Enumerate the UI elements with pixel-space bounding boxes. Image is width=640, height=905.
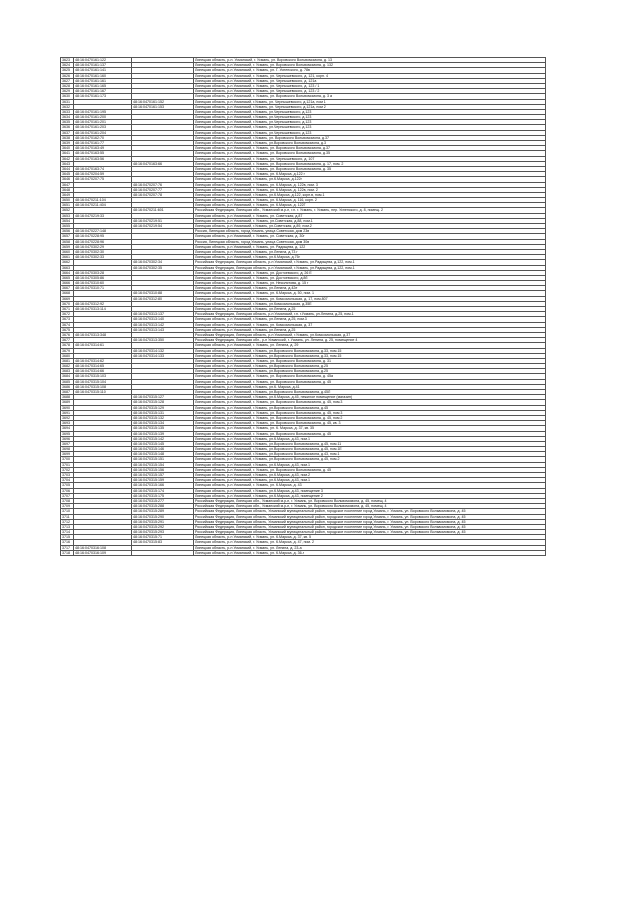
address-cell: Липецкая область, р-н. Усманский, г. Усмань, ул. Воровского Вольвомомона, д. 13 bbox=[194, 58, 546, 63]
premises-cadastral-number-cell: 48:16:0470313:140 bbox=[132, 317, 194, 322]
address-cell: Липецкая область, р-н Усманский, г.Усмань, ул.Воровского Вольвомомона, д.33, пом.15 bbox=[194, 353, 546, 358]
row-number-cell: 3675 bbox=[61, 327, 74, 332]
cadastral-number-cell: 48:16:0470163:49 bbox=[74, 146, 132, 151]
premises-cadastral-number-cell: 48:16:0470315:151 bbox=[132, 457, 194, 462]
cadastral-number-cell: 48:16:0470211:404 bbox=[74, 203, 132, 208]
cadastral-number-cell: 48:16:0470161:167 bbox=[74, 89, 132, 94]
row-number-cell: 3641 bbox=[61, 151, 74, 156]
row-number-cell: 3716 bbox=[61, 540, 74, 545]
address-cell: Липецкая область, р-н Усманский, г. Усмань, ул. К.Маркса, д. 122в, пом. 3 bbox=[194, 182, 546, 187]
cadastral-number-cell: 48:16:0470161:195 bbox=[74, 109, 132, 114]
row-number-cell: 3712 bbox=[61, 519, 74, 524]
address-cell: Российская Федерация, Липецкая область, Усманский муниципальный район, городское поселение город Усмань, г. Усмань, ул. Воровского Вольвомомона, д. 45 bbox=[194, 514, 546, 519]
cadastral-number-cell: 48:16:0470310:71 bbox=[74, 286, 132, 291]
address-cell: Липецкая область, р-н Усманский, г. Усмань, ул. Достоевского, д. 26 Е bbox=[194, 270, 546, 275]
cadastral-number-cell: 48:16:0470161:201 bbox=[74, 120, 132, 125]
cadastral-number-cell: 48:16:0470204:59 bbox=[74, 172, 132, 177]
cadastral-number-cell: 48:16:0470161:77 bbox=[74, 141, 132, 146]
address-cell: Липецкая область, р-н Усманский, г.Усмань, ул.Чернышевского, д.123 bbox=[194, 130, 546, 135]
address-cell: Липецкая область, р-н Усманский, г. Усмань, ул. Воровского Вольвомомона, д. 45, пом.3 bbox=[194, 400, 546, 405]
premises-cadastral-number-cell: 48:16:0470315:175 bbox=[132, 493, 194, 498]
address-cell: Российская Федерация, Липецкая область, Усманский муниципальный район, городское поселение город Усмань, г. Усмань, ул. Воровского Вольвомомона, д. 45 bbox=[194, 530, 546, 535]
row-number-cell: 3692 bbox=[61, 415, 74, 420]
premises-cadastral-number-cell: 48:16:0470310:88 bbox=[132, 291, 194, 296]
cadastral-number-cell: 48:16:0470161:203 bbox=[74, 125, 132, 130]
address-cell: Липецкая область, р-н Усманский, г. Усмань, ул. К.Маркса, д. 122Г bbox=[194, 203, 546, 208]
premises-cadastral-number-cell: 48:16:0470315:154 bbox=[132, 462, 194, 467]
address-cell: Липецкая область, р-н Усманский, г. Усмань, ул. К.Маркса, д. 36-г bbox=[194, 550, 546, 555]
row-number-cell: 3691 bbox=[61, 410, 74, 415]
premises-cadastral-number-cell: 48:16:0470315:159 bbox=[132, 478, 194, 483]
address-cell: Липецкая область, р-н Усманский, г.Усмань, ул.Советская, д.89, пом.2 bbox=[194, 224, 546, 229]
address-cell: Липецкая область, р-н Усманский, г. Усмань, ул. Ленина, д. 29 bbox=[194, 343, 546, 348]
cadastral-table-body bbox=[61, 58, 546, 556]
premises-cadastral-number-cell: 48:16:0470211:601 bbox=[132, 208, 194, 213]
row-number-cell: 3679 bbox=[61, 348, 74, 353]
cadastral-number-cell: 48:16:0470313:114 bbox=[74, 307, 132, 312]
cadastral-number-cell: 48:16:0470314:61 bbox=[74, 343, 132, 348]
address-cell: Липецкая область, р-н Усманский, г.Усмань, ул.Воровского Вольвомомона, д.33, пом.15 bbox=[194, 348, 546, 353]
premises-cadastral-number-cell: 48:16:0470315:129 bbox=[132, 405, 194, 410]
address-cell: Липецкая область, р-н Усманский, г. Усмань, ул. Воровского Вольвомомона, д. 45, пом 3 bbox=[194, 410, 546, 415]
row-number-cell: 3694 bbox=[61, 426, 74, 431]
premises-cadastral-number-cell: 48:16:0470315:142 bbox=[132, 436, 194, 441]
row-number-cell: 3650 bbox=[61, 198, 74, 203]
row-number-cell: 3631 bbox=[61, 99, 74, 104]
address-cell: Липецкая область, р-н Усманский, г. Усмань, ул. Комсомольская, д. 37 bbox=[194, 322, 546, 327]
row-number-cell: 3670 bbox=[61, 301, 74, 306]
row-number-cell: 3635 bbox=[61, 120, 74, 125]
row-number-cell: 3717 bbox=[61, 545, 74, 550]
row-number-cell: 3663 bbox=[61, 265, 74, 270]
row-number-cell: 3634 bbox=[61, 115, 74, 120]
address-cell: Липецкая область, р-н Усманский, г. Усмань, ул. Воровского Вольвомомона, д. 31 bbox=[194, 358, 546, 363]
row-number-cell: 3698 bbox=[61, 447, 74, 452]
premises-cadastral-number-cell: 48:16:0470315:277 bbox=[132, 498, 194, 503]
address-cell: Липецкая область, р-н Усманский, г.Усмань, ул.Воровского Вольвомомона, д.3 bbox=[194, 141, 546, 146]
row-number-cell: 3648 bbox=[61, 187, 74, 192]
row-number-cell: 3656 bbox=[61, 229, 74, 234]
premises-cadastral-number-cell: 48:16:0470313:142 bbox=[132, 322, 194, 327]
cadastral-number-cell: 48:16:0470314:62 bbox=[74, 358, 132, 363]
premises-cadastral-number-cell: 48:16:0470315:139 bbox=[132, 431, 194, 436]
address-cell: Липецкая область, р-н Усманский, г. Усмань, ул. Воровского Вольвомомона, д. 45 bbox=[194, 467, 546, 472]
premises-cadastral-number-cell: 48:16:0470313:137 bbox=[132, 312, 194, 317]
address-cell: Российская Федерация, Липецкая область, р-н Усманский, г.Усмань, ул.Радищева, д.122, пом.1 bbox=[194, 265, 546, 270]
table-row bbox=[61, 550, 546, 555]
address-cell: Липецкая область, р-н Усманский, г. Усмань, ул. Достоевского, д.8б bbox=[194, 275, 546, 280]
address-cell: Липецкая область, р-н Усманский, г. Усмань, ул.Советская, д.88, пом.1 bbox=[194, 218, 546, 223]
row-number-cell: 3639 bbox=[61, 141, 74, 146]
cadastral-number-cell: 48:16:0470162:70 bbox=[74, 135, 132, 140]
address-cell: Липецкая область, р-н Усманский, г.Усмань, ул.Воровского Вольвомомона, д.43, пом.1 bbox=[194, 452, 546, 457]
address-cell: Липецкая область, р-н Усманский, г.Усмань, ул. Чернышевского, д.121а, пом 1 bbox=[194, 99, 546, 104]
address-cell: Липецкая область, р-н Усманский, г.Усмань, ул.К.Маркса, д.45, нежилое помещение (магазин) bbox=[194, 395, 546, 400]
premises-cadastral-number-cell: 48:16:0470315:131 bbox=[132, 410, 194, 415]
address-cell: Липецкая область, р-н Усманский, г. Усмань, ул. Воровского Вольвомомона, д. 3 а bbox=[194, 94, 546, 99]
cadastral-number-cell: 48:16:0470305:86 bbox=[74, 275, 132, 280]
cadastral-number-cell: 48:16:0470310:60 bbox=[74, 281, 132, 286]
address-cell: Россия, Липецкая область, город Усмань, улица Советская, дом 30в bbox=[194, 239, 546, 244]
premises-cadastral-number-cell: 48:16:0470315:292 bbox=[132, 524, 194, 529]
row-number-cell: 3626 bbox=[61, 73, 74, 78]
row-number-cell: 3706 bbox=[61, 488, 74, 493]
cadastral-number-cell: 48:16:0470219:33 bbox=[74, 213, 132, 218]
row-number-cell: 3640 bbox=[61, 146, 74, 151]
row-number-cell: 3668 bbox=[61, 291, 74, 296]
row-number-cell: 3624 bbox=[61, 63, 74, 68]
row-number-cell: 3643 bbox=[61, 161, 74, 166]
address-cell: Российская Федерация, Липецкая обл., р-н Усманский, г. Усмань, ул. Ленина, д. 25, помещение 4 bbox=[194, 338, 546, 343]
address-cell: Липецкая область, р-н Усманский, г.Усмань, ул.Чернышевского, д.123 bbox=[194, 109, 546, 114]
row-number-cell: 3714 bbox=[61, 530, 74, 535]
row-number-cell: 3678 bbox=[61, 343, 74, 348]
row-number-cell: 3632 bbox=[61, 104, 74, 109]
row-number-cell: 3715 bbox=[61, 535, 74, 540]
cadastral-number-cell: 48:16:0470161:204 bbox=[74, 130, 132, 135]
premises-cadastral-number-cell: 48:16:0470315:288 bbox=[132, 504, 194, 509]
premises-cadastral-number-cell: 48:16:0470313:143 bbox=[132, 327, 194, 332]
row-number-cell: 3633 bbox=[61, 109, 74, 114]
row-number-cell: 3689 bbox=[61, 400, 74, 405]
address-cell: Липецкая область, р-н Усманский, г. Усмань, ул. Чернышевского, д. 121а bbox=[194, 78, 546, 83]
address-cell: Липецкая область, р-н Усманский, г. Усмань, ул. Советская, д.87 bbox=[194, 213, 546, 218]
address-cell: Липецкая область, р-н Усманский, г. Усмань, ул. Воровского Вольвомомона, д. 45а bbox=[194, 374, 546, 379]
row-number-cell: 3700 bbox=[61, 457, 74, 462]
premises-cadastral-number-cell: 48:16:0470207:77 bbox=[132, 187, 194, 192]
address-cell: Липецкая область, р-н Усманский, г. Усмань, ул. К.Маркса, д. 122в, пом. 2 bbox=[194, 187, 546, 192]
row-number-cell: 3655 bbox=[61, 224, 74, 229]
row-number-cell: 3711 bbox=[61, 514, 74, 519]
address-cell: Липецкая область, р-н Усманский, г. Усмань, ул. Ленина, д. 23-а bbox=[194, 545, 546, 550]
row-number-cell: 3645 bbox=[61, 172, 74, 177]
address-cell: Липецкая область, р-н Усманский, г. Усмань, ул. К.Маркса, д.122 г bbox=[194, 172, 546, 177]
address-cell: Липецкая область, р-н Усманский, г.Усмань, ул.Воровского Вольвомомона, д.45, пом.1Е bbox=[194, 447, 546, 452]
cadastral-number-cell: 48:16:0470163:55 bbox=[74, 151, 132, 156]
row-number-cell: 3677 bbox=[61, 338, 74, 343]
row-number-cell: 3676 bbox=[61, 332, 74, 337]
premises-cadastral-number-cell: 48:16:0470315:134 bbox=[132, 421, 194, 426]
row-number-cell: 3673 bbox=[61, 317, 74, 322]
row-number-cell: 3709 bbox=[61, 504, 74, 509]
row-number-cell: 3705 bbox=[61, 483, 74, 488]
row-number-cell: 3684 bbox=[61, 374, 74, 379]
address-cell: Липецкая область, р-н Усманский, г.Усмань, ул.Воровского Вольвомомона, д.25 bbox=[194, 369, 546, 374]
premises-cadastral-number-cell: 48:16:0470315:132 bbox=[132, 415, 194, 420]
address-cell: Российская Федерация, Липецкая обл., Усманский м.р-н, г. Усмань, ул. Воровского Вольвомомона, д. 45, помещ. 4 bbox=[194, 504, 546, 509]
address-cell: Российская Федерация, Липецкая область, р-н Усманский, г.п. г.Усмань, ул.Ленина, д.25, пом.1 bbox=[194, 312, 546, 317]
address-cell: Липецкая область, р-н Усманский, г. Усмань, ул. Воровского Вольвомомона, д.35 bbox=[194, 151, 546, 156]
row-number-cell: 3693 bbox=[61, 421, 74, 426]
row-number-cell: 3649 bbox=[61, 192, 74, 197]
premises-cadastral-number-cell: 48:16:0470314:133 bbox=[132, 353, 194, 358]
address-cell: Липецкая область, р-н Усманский, г. Усмань, ул. К.Маркса, д. 116, корп. 2 bbox=[194, 198, 546, 203]
row-number-cell: 3672 bbox=[61, 312, 74, 317]
cadastral-number-cell: 48:16:0470228:96 bbox=[74, 239, 132, 244]
premises-cadastral-number-cell: 48:16:0470161:152 bbox=[132, 99, 194, 104]
row-number-cell: 3674 bbox=[61, 322, 74, 327]
address-cell: Липецкая область, р-н Усманский, г. Усмань, ул. Воровского Вольвомомона, д. 45, пом 2 bbox=[194, 415, 546, 420]
row-number-cell: 3651 bbox=[61, 203, 74, 208]
premises-cadastral-number-cell: 48:16:0470315:290 bbox=[132, 514, 194, 519]
address-cell: Липецкая область, р-н Усманский, г.Усмань, ул. Воровского Вольвомомона, д.37 bbox=[194, 135, 546, 140]
address-cell: Липецкая область, р-н Усманский, г.Усмань, ул.К.Маркса, д.43, пом.1 bbox=[194, 478, 546, 483]
row-number-cell: 3625 bbox=[61, 68, 74, 73]
cadastral-number-cell: 48:16:0470302:30 bbox=[74, 249, 132, 254]
premises-cadastral-number-cell: 48:16:0470315:71 bbox=[132, 535, 194, 540]
premises-cadastral-number-cell bbox=[132, 550, 194, 555]
cadastral-number-cell: 48:16:0470227:148 bbox=[74, 229, 132, 234]
row-number-cell: 3638 bbox=[61, 135, 74, 140]
cadastral-number-cell: 48:16:0470161:160 bbox=[74, 73, 132, 78]
cadastral-number-cell: 48:16:0470302:33 bbox=[74, 255, 132, 260]
cadastral-number-cell: 48:16:0470163:56 bbox=[74, 156, 132, 161]
row-number-cell: 3629 bbox=[61, 89, 74, 94]
address-cell: Липецкая область, р-н Усманский, г.Усмань, ул.К.Маркса, д.43, помещение 3 bbox=[194, 488, 546, 493]
row-number-cell: 3699 bbox=[61, 452, 74, 457]
premises-cadastral-number-cell: 48:16:0470312:80 bbox=[132, 296, 194, 301]
cadastral-number-cell: 48:16:0470161:200 bbox=[74, 115, 132, 120]
address-cell: Липецкая область, р-н Усманский, г.Усмань, ул.Чернышевского, д.123 bbox=[194, 125, 546, 130]
premises-cadastral-number-cell: 48:16:0470161:153 bbox=[132, 104, 194, 109]
row-number-cell: 3685 bbox=[61, 379, 74, 384]
row-number-cell: 3646 bbox=[61, 177, 74, 182]
address-cell: Липецкая область, р-н Усманский, г. Усмань, ул. Воровского Вольвомомона, д. 45 bbox=[194, 431, 546, 436]
row-number-cell: 3652 bbox=[61, 208, 74, 213]
address-cell: Липецкая область, р-н Усманский, г. Усмань, ул. Чернышевского, д. 123 / 1 bbox=[194, 83, 546, 88]
address-cell: Липецкая область, р-н Усманский, г.Усмань, ул.Ленина, д.42е bbox=[194, 286, 546, 291]
row-number-cell: 3660 bbox=[61, 249, 74, 254]
row-number-cell: 3688 bbox=[61, 395, 74, 400]
premises-cadastral-number-cell: 48:16:0470314:132 bbox=[132, 348, 194, 353]
cadastral-number-cell: 48:16:0470312:92 bbox=[74, 301, 132, 306]
cadastral-number-cell: 48:16:0470161:173 bbox=[74, 94, 132, 99]
premises-cadastral-number-cell: 48:16:0470313:350 bbox=[132, 338, 194, 343]
cadastral-number-cell: 48:16:0470161:161 bbox=[74, 78, 132, 83]
row-number-cell: 3667 bbox=[61, 286, 74, 291]
address-cell: Липецкая область, р-н Усманский, г.Усмань, ул.К.Маркса, д.43, пом.1 bbox=[194, 462, 546, 467]
address-cell: Липецкая область, р-н Усманский, г.Усмань, ул.Воровского Вольвомомона, д.45, пом.11 bbox=[194, 441, 546, 446]
cadastral-number-cell: 48:16:0470316:109 bbox=[74, 550, 132, 555]
cadastral-number-cell: 48:16:0470315:104 bbox=[74, 379, 132, 384]
address-cell: Российская Федерация, Липецкая область, Усманский муниципальный район, городское поселение город Усмань, г. Усмань, ул. Воровского Вольвомомона, д. 45 bbox=[194, 519, 546, 524]
address-cell: Липецкая область, р-н Усманский, г. Усмань, ул. Комсомольская, д. 17, пом.807 bbox=[194, 296, 546, 301]
row-number-cell: 3703 bbox=[61, 473, 74, 478]
address-cell: Липецкая область, р-н Усманский, г. Усмань, ул. Воровского Вольвомомона, д. 45, кв. 3 bbox=[194, 421, 546, 426]
cadastral-number-cell: 48:16:0470161:141 bbox=[74, 68, 132, 73]
address-cell: Липецкая область, р-н Усманский, г.Усмань, ул. Чернышевского, д.121а, пом 2 bbox=[194, 104, 546, 109]
row-number-cell: 3708 bbox=[61, 498, 74, 503]
row-number-cell: 3657 bbox=[61, 234, 74, 239]
row-number-cell: 3680 bbox=[61, 353, 74, 358]
row-number-cell: 3671 bbox=[61, 307, 74, 312]
address-cell: Липецкая область, р-н Усманский, г. Усмань, ул. Радищева, д. 122 bbox=[194, 244, 546, 249]
premises-cadastral-number-cell: 48:16:0470315:293 bbox=[132, 530, 194, 535]
row-number-cell: 3702 bbox=[61, 467, 74, 472]
address-cell: Липецкая область, р-н Усманский, г. Усмань, ул. Воровского Вольвомомона, д. 45 bbox=[194, 379, 546, 384]
cadastral-number-cell: 48:16:0470163:74 bbox=[74, 166, 132, 171]
address-cell: Липецкая область, р-н Усманский, г.Усмань, ул.К.Маркса, д.122г bbox=[194, 177, 546, 182]
premises-cadastral-number-cell: 48:16:0470302:34 bbox=[132, 260, 194, 265]
address-cell: Липецкая область, р-н Усманский, г.Усмань, ул.Ленина, д.25 bbox=[194, 307, 546, 312]
address-cell: Липецкая область, р-н Усманский, г.Усмань, ул.Воровского Вольвомомона, д.25 bbox=[194, 364, 546, 369]
row-number-cell: 3707 bbox=[61, 493, 74, 498]
premises-cadastral-number-cell: 48:16:0470315:157 bbox=[132, 473, 194, 478]
cadastral-number-cell: 48:16:0470315:110 bbox=[74, 390, 132, 395]
row-number-cell: 3637 bbox=[61, 130, 74, 135]
premises-cadastral-number-cell: 48:16:0470315:83 bbox=[132, 540, 194, 545]
row-number-cell: 3669 bbox=[61, 296, 74, 301]
address-cell: Российская Федерация, Липецкая область, р-н Усманский, г.Усмань, ул.Комсомольская, д.37 bbox=[194, 332, 546, 337]
row-number-cell: 3666 bbox=[61, 281, 74, 286]
row-number-cell: 3661 bbox=[61, 255, 74, 260]
address-cell: Липецкая область, р-н Усманский, г. Усмань, ул. Воровского Вольвомомона, д. 35 bbox=[194, 166, 546, 171]
premises-cadastral-number-cell: 48:16:0470315:128 bbox=[132, 400, 194, 405]
address-cell: Россия, Липецкая область, город Усмань, улица Советская, дом 23в bbox=[194, 229, 546, 234]
address-cell: Липецкая область, р-н Усманский, г. Усмань, ул. Воровского Вольвомомона, д. 132 bbox=[194, 63, 546, 68]
row-number-cell: 3686 bbox=[61, 384, 74, 389]
row-number-cell: 3623 bbox=[61, 58, 74, 63]
row-number-cell: 3628 bbox=[61, 83, 74, 88]
address-cell: Липецкая область, р-н Усманский, г.Усмань, ул.Ленина, д.73 г bbox=[194, 249, 546, 254]
row-number-cell: 3664 bbox=[61, 270, 74, 275]
cadastral-number-cell: 48:16:0470161:122 bbox=[74, 58, 132, 63]
cadastral-number-cell: 48:16:0470207:75 bbox=[74, 177, 132, 182]
address-cell: Российская Федерация, Липецкая обл., Усманский м.р-н, г.п. г. Усмань, г. Усмань, пер. Успенского, д. 8, помещ. 2 bbox=[194, 208, 546, 213]
row-number-cell: 3682 bbox=[61, 364, 74, 369]
cadastral-number-cell: 48:16:0470161:165 bbox=[74, 83, 132, 88]
premises-cadastral-number-cell: 48:16:0470219:54 bbox=[132, 224, 194, 229]
row-number-cell: 3690 bbox=[61, 405, 74, 410]
address-cell: Липецкая область, р-н Усманский, г. Усмань, ул. Чернышевского, д. 123 / 2 bbox=[194, 89, 546, 94]
cadastral-number-cell: 48:16:0470314:65 bbox=[74, 364, 132, 369]
cadastral-number-cell: 48:16:0470313:348 bbox=[74, 332, 132, 337]
row-number-cell: 3681 bbox=[61, 358, 74, 363]
address-cell: Липецкая область, р-н Усманский, г.Усмань, ул.К.Маркса, д.122, корп.в, пом.1 bbox=[194, 192, 546, 197]
address-cell: Липецкая область, р-н Усманский, г. Усмань, ул. Г. Успенского, д. 78в bbox=[194, 68, 546, 73]
premises-cadastral-number-cell: 48:16:0470315:148 bbox=[132, 452, 194, 457]
address-cell: Липецкая область, р-н Усманский, г.Усмань, ул.Комсомольская, д.35Е bbox=[194, 301, 546, 306]
row-number-cell: 3665 bbox=[61, 275, 74, 280]
row-number-cell: 3662 bbox=[61, 260, 74, 265]
address-cell: Липецкая область, р-н Усманский, г. Усмань, ул. Воровского Вольвомомона, д.37 bbox=[194, 146, 546, 151]
address-cell: Липецкая область, р-н Усманский, г.Усмань, ул.К. Маркса, д.41 bbox=[194, 384, 546, 389]
premises-cadastral-number-cell: 48:16:0470315:145 bbox=[132, 441, 194, 446]
premises-cadastral-number-cell: 48:16:0470315:174 bbox=[132, 488, 194, 493]
address-cell: Липецкая область, р-н Усманский, г.Усмань, ул.К.Маркса, д.75г bbox=[194, 255, 546, 260]
row-number-cell: 3644 bbox=[61, 166, 74, 171]
cadastral-number-cell: 48:16:0470161:137 bbox=[74, 63, 132, 68]
cadastral-number-cell: 48:16:0470315:103 bbox=[74, 374, 132, 379]
premises-cadastral-number-cell: 48:16:0470207:76 bbox=[132, 182, 194, 187]
address-cell: Липецкая область, р-н Усманский, г. Усмань, ул. Воровского Вольвомомона, д. 17, пом. 2 bbox=[194, 161, 546, 166]
address-cell: Российская Федерация, Липецкая обл., Усманский м.р-н, г. Усмань, ул. Воровского Вольвомомона, д. 45, помещ. 4 bbox=[194, 498, 546, 503]
address-cell: Липецкая область, р-н Усманский, г. Усмань, ул. К. Маркса, д. 37, кв. 35 bbox=[194, 426, 546, 431]
address-cell: Липецкая область, р-н Усманский, г.Усмань, ул.Чернышевского, д.123 bbox=[194, 115, 546, 120]
row-number-cell: 3695 bbox=[61, 431, 74, 436]
premises-cadastral-number-cell: 48:16:0470315:156 bbox=[132, 467, 194, 472]
premises-cadastral-number-cell: 48:16:0470219:51 bbox=[132, 218, 194, 223]
address-cell: Липецкая область, р-н Усманский, г.Усмань, ул.К.Маркса, д.43, помещение 2 bbox=[194, 493, 546, 498]
cadastral-table bbox=[60, 57, 546, 556]
address-cell: Российская Федерация, Липецкая область, Усманский муниципальный район, городское поселение город Усмань, г. Усмань, ул. Воровского Вольвомомона, д. 45 bbox=[194, 524, 546, 529]
address-cell: Липецкая область, р-н Усманский, г. Усмань, ул. К.Маркса, д. 37, кв. 5 bbox=[194, 535, 546, 540]
cadastral-number-cell: 48:16:0470315:108 bbox=[74, 384, 132, 389]
address-cell: Липецкая область, р-н Усманский, г.Усмань, ул.К.Маркса, д.43, пом.2 bbox=[194, 473, 546, 478]
row-number-cell: 3654 bbox=[61, 218, 74, 223]
row-number-cell: 3683 bbox=[61, 369, 74, 374]
address-cell: Липецкая область, р-н Усманский, г. Усмань, ул. К.Маркса, д. 47, пом. 2 bbox=[194, 540, 546, 545]
cadastral-number-cell: 48:16:0470228:95 bbox=[74, 234, 132, 239]
address-cell: Липецкая область, р-н Усманский, г.Усмань, ул.Ленина, д.25 bbox=[194, 327, 546, 332]
cadastral-register-sheet bbox=[60, 57, 545, 556]
premises-cadastral-number-cell: 48:16:0470315:166 bbox=[132, 483, 194, 488]
row-number-cell: 3718 bbox=[61, 550, 74, 555]
address-cell: Липецкая область, р-н Усманский, г.Усмань, ул.Воровского Вольвомомона, д.45, пом.2 bbox=[194, 457, 546, 462]
row-number-cell: 3697 bbox=[61, 441, 74, 446]
address-cell: Липецкая область, р-н Усманский, г. Усмань, ул. К.Маркса, д. 50, пом. 1 bbox=[194, 291, 546, 296]
row-number-cell: 3704 bbox=[61, 478, 74, 483]
row-number-cell: 3710 bbox=[61, 509, 74, 514]
row-number-cell: 3647 bbox=[61, 182, 74, 187]
address-cell: Российская Федерация, Липецкая область, р-н Усманский, г.Усмань, ул.Радищева, д.122, пом.1 bbox=[194, 260, 546, 265]
row-number-cell: 3696 bbox=[61, 436, 74, 441]
cadastral-number-cell: 48:16:0470211:104 bbox=[74, 198, 132, 203]
premises-cadastral-number-cell: 48:16:0470315:146 bbox=[132, 447, 194, 452]
cadastral-number-cell: 48:16:0470302:29 bbox=[74, 244, 132, 249]
premises-cadastral-number-cell: 48:16:0470315:291 bbox=[132, 519, 194, 524]
row-number-cell: 3701 bbox=[61, 462, 74, 467]
cadastral-number-cell: 48:16:0470303:28 bbox=[74, 270, 132, 275]
premises-cadastral-number-cell: 48:16:0470315:127 bbox=[132, 395, 194, 400]
cadastral-number-cell: 48:16:0470314:66 bbox=[74, 369, 132, 374]
row-number-cell: 3658 bbox=[61, 239, 74, 244]
cadastral-number-cell: 48:16:0470316:108 bbox=[74, 545, 132, 550]
address-cell: Липецкая область, р-н Усманский, г. Усмань, ул. Неяолятова, д. 15 г bbox=[194, 281, 546, 286]
premises-cadastral-number-cell: 48:16:0470163:66 bbox=[132, 161, 194, 166]
address-cell: Липецкая область, р-н Усманский, г. Усмань, ул. К.Маркса, д. 43 bbox=[194, 483, 546, 488]
row-number-cell: 3687 bbox=[61, 390, 74, 395]
premises-cadastral-number-cell: 48:16:0470315:135 bbox=[132, 426, 194, 431]
premises-cadastral-number-cell: 48:16:0470302:35 bbox=[132, 265, 194, 270]
row-number-cell: 3636 bbox=[61, 125, 74, 130]
premises-cadastral-number-cell: 48:16:0470315:289 bbox=[132, 509, 194, 514]
address-cell: Липецкая область, р-н Усманский, г. Усмань, ул. Советская, д. 30г bbox=[194, 234, 546, 239]
address-cell: Липецкая область, р-н Усманский, г. Усмань, ул. Чернышевского, д. 121, корп. 4 bbox=[194, 73, 546, 78]
row-number-cell: 3627 bbox=[61, 78, 74, 83]
row-number-cell: 3653 bbox=[61, 213, 74, 218]
address-cell: Липецкая область, р-н Усманский, г. Усмань, ул. Чернышевского, д. 107 bbox=[194, 156, 546, 161]
address-cell: Липецкая область, р-н Усманский, г.Усмань, ул.Чернышевского, д.123 bbox=[194, 120, 546, 125]
row-number-cell: 3659 bbox=[61, 244, 74, 249]
row-number-cell: 3713 bbox=[61, 524, 74, 529]
address-cell: Липецкая область, р-н Усманский, г.Усмань, ул.Воровского Вольвомомона, д.45Л bbox=[194, 390, 546, 395]
row-number-cell: 3630 bbox=[61, 94, 74, 99]
address-cell: Липецкая область, р-н Усманский, г.Усмань, ул.К.Маркса, д.43, пом.1 bbox=[194, 436, 546, 441]
address-cell: Липецкая область, р-н Усманский, г.Усмань, ул.Воровского Вольвомомона, д.45 bbox=[194, 405, 546, 410]
row-number-cell: 3642 bbox=[61, 156, 74, 161]
address-cell: Российская Федерация, Липецкая область, Усманский муниципальный район, городское поселение город Усмань, г. Усмань, ул. Воровского Вольвомомона, д. 45 bbox=[194, 509, 546, 514]
premises-cadastral-number-cell: 48:16:0470207:78 bbox=[132, 192, 194, 197]
address-cell: Липецкая область, р-н Усманский, г.Усмань, ул.Ленина, д.25, пом.3 bbox=[194, 317, 546, 322]
